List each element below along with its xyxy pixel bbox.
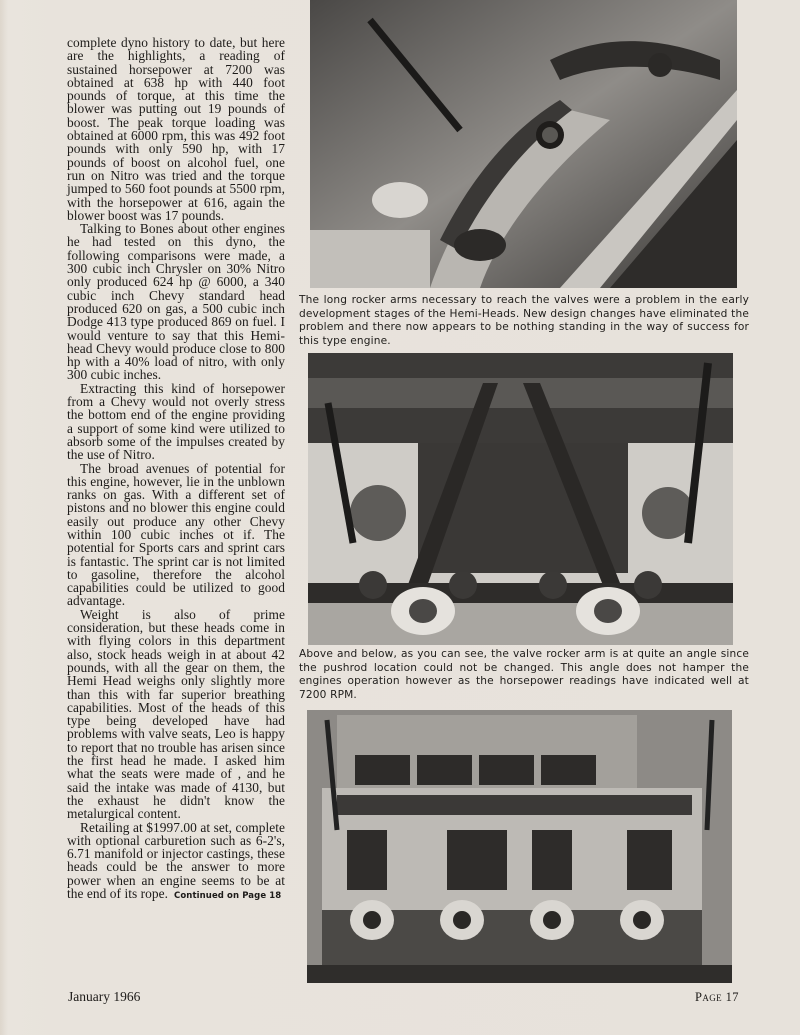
photo-rocker-arms-closeup-image <box>310 0 737 288</box>
article-paragraph-1: complete dyno history to date, but here are the highlights, a reading of sustained horsepower at 7200 was obtained at 638 hp with 440 foot pounds of torque, at this time the blower was putting out 19 pounds of boost. The peak torque loading was obtained at 6000 rpm, this was 492 foot pounds with only 590 hp, with 17 pounds of boost on alcohol fuel, one run on Nitro was tried and the torque jumped to 560 foot pounds at 5500 rpm, with the horsepower at 616, again the blower boost was 17 pounds. <box>67 35 285 223</box>
article-column <box>67 36 285 903</box>
photo-valve-rocker-arms-front-image <box>308 353 733 645</box>
article-paragraph-3: Extracting this kind of horsepower from a Chevy would not overly stress the bottom end of the engine providing a support of some kind were utilized to absorb some of the impulses created by the use of Nitro. <box>67 380 285 463</box>
photo-hemi-head-overview-image <box>307 710 732 983</box>
article-paragraph-4: The broad avenues of potential for this engine, however, lie in the unblown ranks on gas. With a different set of pistons and no blower this engine could easily out produce any other Chevy within 100 cubic inches ot if. The potential for Sports cars and sprint cars is fantastic. The sprint car is not limited to gasoline, therefore the alcohol capabilities could be utilized to good advantage. <box>67 460 285 609</box>
issue-date: January 1966 <box>68 989 141 1004</box>
page-number: Page 17 <box>695 990 739 1004</box>
article-paragraph-6-text: Retailing at $1997.00 at set, complete with optional carburetion such as 6-2's, 6.71 manifold or injector castings, these heads could be the answer to more power when an engine seems to be at the end of its rope. <box>67 819 285 901</box>
continued-note: Continued on Page 18 <box>174 891 282 901</box>
photo-hemi-head-overview <box>307 710 732 983</box>
photo-rocker-arms-closeup <box>310 0 737 288</box>
article-paragraph-2: Talking to Bones about other engines he had tested on this dyno, the following comparisons were made, a 300 cubic inch Chrysler on 30% Nitro only produced 624 hp @ 6000, a 340 cubic inch Chevy standard head produced 620 on gas, a 500 cubic inch Dodge 413 type produced 869 on fuel. I would venture to say that this Hemi-head Chevy would produce close to 800 hp with a 40% load of nitro, with only 300 cubic inches. <box>67 221 285 383</box>
photo-caption-1: The long rocker arms necessary to reach the valves were a problem in the early development stages of the Hemi-Heads. New design changes have eliminated the problem and there now appears to be nothing standing in the way of success for this type engine. <box>299 294 749 347</box>
article-paragraph-5: Weight is also of prime consideration, but these heads come in with flying colors in this department also, stock heads weigh in at about 42 pounds, with all the gear on them, the Hemi Head weighs only slightly more than this with far superior breathing capabilities. Most of the heads of this type being developed have had problems with valve seats, Leo is happy to report that no trouble has arisen since the first head he made. I asked him what the seats were made of , and he said the intake was made of 4130, but the exhaust he didn't know the metalurgical content. <box>67 606 285 822</box>
photo-caption-2: Above and below, as you can see, the valve rocker arm is at quite an angle since the pushrod location could not be changed. This angle does not hamper the engines operation however as the horsepower readings have indicated well at 7200 RPM. <box>299 648 749 701</box>
article-paragraph-6 <box>67 821 285 904</box>
photo-valve-rocker-arms-front <box>308 353 733 645</box>
